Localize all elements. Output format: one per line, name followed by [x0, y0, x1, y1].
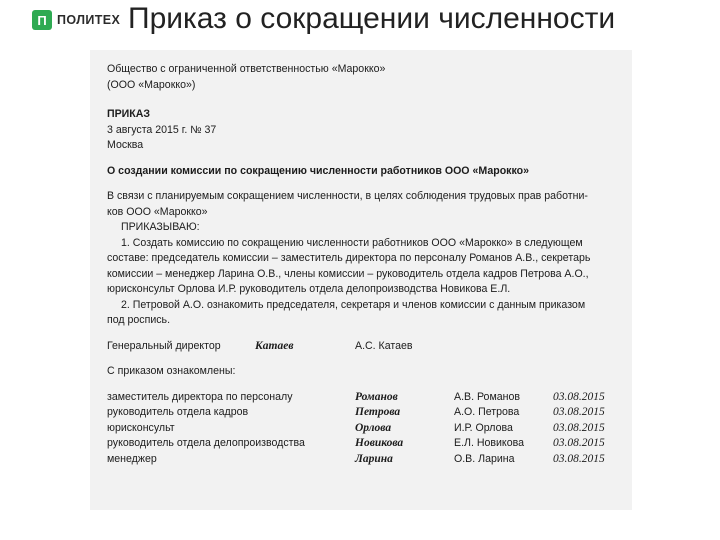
ack-signature: Орлова: [355, 421, 392, 434]
ack-name: И.Р. Орлова: [454, 421, 513, 434]
ack-date: 03.08.2015: [553, 437, 605, 449]
ack-date: 03.08.2015: [553, 390, 605, 403]
table-row: [107, 390, 627, 406]
item1-line-1: 1. Создать комиссию по сокращению численности работников ООО «Марокко» в следующем: [121, 236, 583, 249]
ack-signature: Романов: [355, 390, 398, 403]
ack-signature: Петрова: [355, 406, 401, 418]
item1-line-2: составе: председатель комиссии – заместитель директора по персоналу Романов А.В., секретарь: [107, 252, 591, 264]
order-document: [107, 62, 627, 467]
slide-title: Приказ о сокращении численности: [128, 2, 616, 35]
item1-line-4: юрисконсульт Орлова И.Р. руководитель отдела делопроизводства Новикова Е.Л.: [107, 283, 511, 295]
org-name: Общество с ограниченной ответственностью «Марокко»: [107, 63, 386, 75]
table-row: [107, 436, 627, 452]
logo-mark-icon: П: [32, 10, 52, 30]
director-name: А.С. Катаев: [355, 339, 413, 352]
table-row: [107, 452, 627, 468]
ack-date: 03.08.2015: [553, 406, 605, 418]
order-subject: О создании комиссии по сокращению численности работников ООО «Марокко»: [107, 164, 529, 177]
politeh-logo: [32, 10, 120, 30]
ack-signature: Ларина: [355, 452, 393, 465]
order-date-number: 3 августа 2015 г. № 37: [107, 123, 217, 136]
order-word: ПРИКАЗЫВАЮ:: [121, 221, 200, 233]
order-label: ПРИКАЗ: [107, 108, 151, 120]
org-short-name: (ООО «Марокко»): [107, 78, 196, 91]
ack-heading: С приказом ознакомлены:: [107, 365, 236, 377]
ack-position: заместитель директора по персоналу: [107, 390, 293, 403]
ack-table: [107, 390, 627, 468]
item2-line-2: под роспись.: [107, 314, 171, 326]
order-city: Москва: [107, 139, 144, 151]
ack-signature: Новикова: [355, 437, 404, 449]
ack-date: 03.08.2015: [553, 452, 605, 465]
ack-position: руководитель отдела делопроизводства: [107, 437, 305, 449]
ack-position: менеджер: [107, 452, 157, 465]
ack-date: 03.08.2015: [553, 421, 605, 434]
item1-line-3: комиссии – менеджер Ларина О.В., члены комиссии – руководитель отдела кадров Петрова А.О.,: [107, 267, 589, 280]
table-row: [107, 421, 627, 437]
director-handwritten-signature: Катаев: [255, 339, 294, 352]
intro-line-2: ков ООО «Марокко»: [107, 205, 208, 218]
director-role: Генеральный директор: [107, 339, 221, 352]
item2-line-1: 2. Петровой А.О. ознакомить председателя, секретаря и членов комиссии с данным приказом: [121, 298, 586, 311]
ack-position: руководитель отдела кадров: [107, 406, 249, 418]
ack-name: О.В. Ларина: [454, 452, 515, 465]
table-row: [107, 405, 627, 421]
logo-text: ПОЛИТЕХ: [57, 13, 121, 27]
director-signature-row: [107, 339, 627, 355]
ack-position: юрисконсульт: [107, 421, 175, 434]
intro-line-1: В связи с планируемым сокращением численности, в целях соблюдения трудовых прав работни-: [107, 190, 588, 202]
ack-name: А.В. Романов: [454, 390, 520, 403]
ack-name: Е.Л. Новикова: [454, 437, 524, 449]
ack-name: А.О. Петрова: [454, 406, 520, 418]
